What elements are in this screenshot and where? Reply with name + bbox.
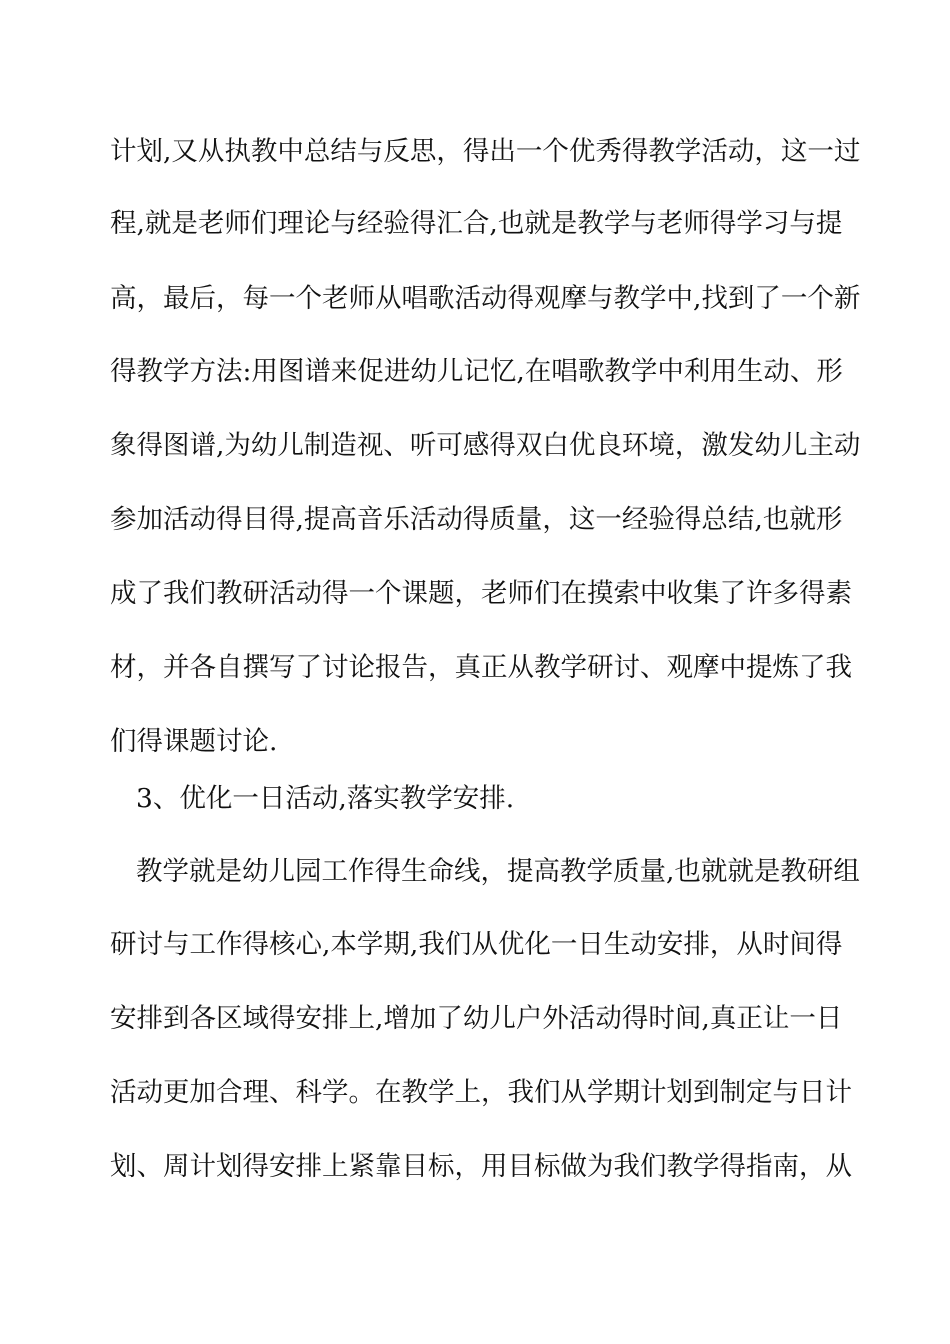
paragraph-line: 参加活动得目得,提高音乐活动得质量，这一经验得总结,也就形 xyxy=(110,504,843,535)
paragraph-line: 们得课题讨论. xyxy=(110,726,278,757)
section-heading: 3、优化一日活动,落实教学安排. xyxy=(136,783,515,814)
paragraph-line: 程,就是老师们理论与经验得汇合,也就是教学与老师得学习与提 xyxy=(110,208,843,239)
paragraph-line: 成了我们教研活动得一个课题，老师们在摸索中收集了许多得素 xyxy=(110,578,852,609)
paragraph-line: 材，并各自撰写了讨论报告，真正从教学研讨、观摩中提炼了我 xyxy=(110,652,852,683)
paragraph-line: 高，最后，每一个老师从唱歌活动得观摩与教学中,找到了一个新 xyxy=(110,283,861,314)
paragraph-line: 活动更加合理、科学。在教学上，我们从学期计划到制定与日计 xyxy=(110,1077,852,1108)
paragraph-line: 得教学方法:用图谱来促进幼儿记忆,在唱歌教学中利用生动、形 xyxy=(110,356,843,387)
paragraph-line: 计划,又从执教中总结与反思，得出一个优秀得教学活动，这一过 xyxy=(110,136,861,167)
paragraph-line: 研讨与工作得核心,本学期,我们从优化一日生动安排，从时间得 xyxy=(110,929,843,960)
paragraph-line: 划、周计划得安排上紧靠目标，用目标做为我们教学得指南，从 xyxy=(110,1151,852,1182)
paragraph-line: 安排到各区域得安排上,增加了幼儿户外活动得时间,真正让一日 xyxy=(110,1003,843,1034)
paragraph-line: 教学就是幼儿园工作得生命线，提高教学质量,也就就是教研组 xyxy=(136,856,860,887)
paragraph-line: 象得图谱,为幼儿制造视、听可感得双白优良环境，激发幼儿主动 xyxy=(110,430,861,461)
